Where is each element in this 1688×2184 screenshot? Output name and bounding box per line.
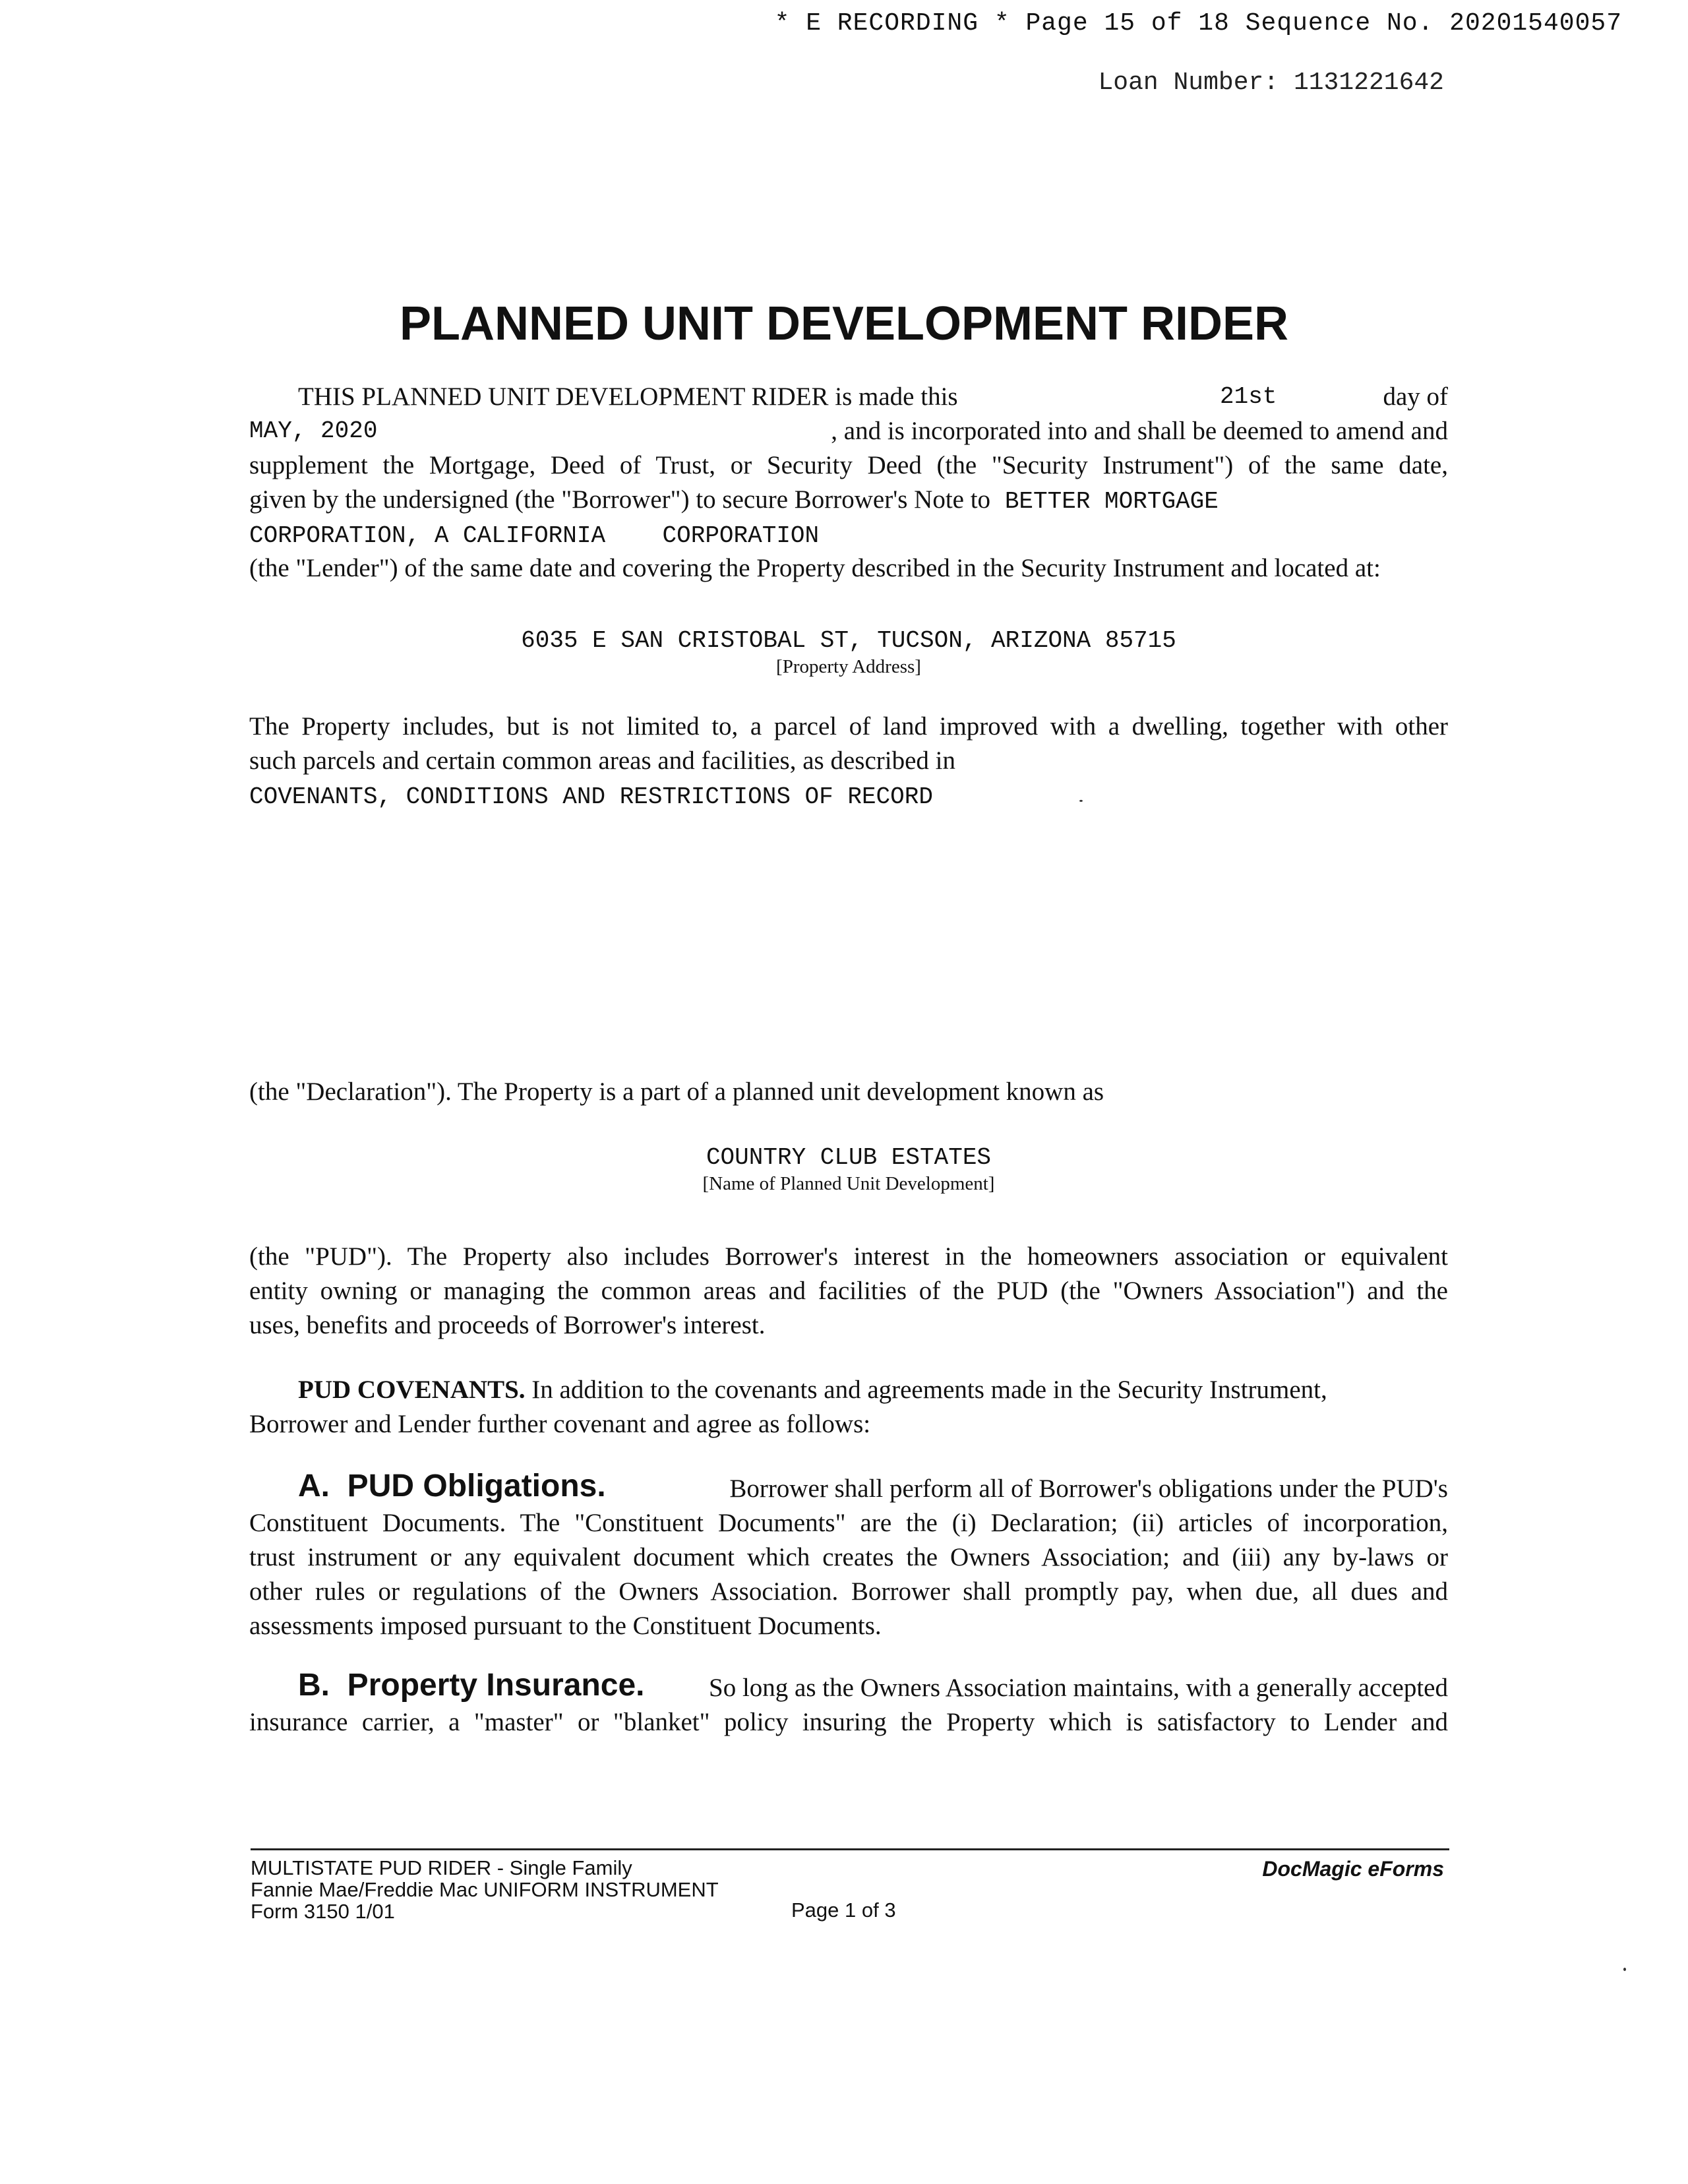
intro-line-1 <box>249 380 1448 414</box>
intro-text-2: , and is incorporated into and shall be deemed to amend and <box>831 417 1448 445</box>
includes-line-1: The Property includes, but is not limited to, a parcel of land improved with a dwelling, together with other <box>249 712 1448 741</box>
declaration-paragraph <box>249 1075 1448 1109</box>
covenants-paragraph <box>249 1373 1448 1441</box>
intro-line-4 <box>249 483 1448 517</box>
loan-number-label: Loan Number: <box>1098 69 1279 97</box>
footer-form-line-2: Fannie Mae/Freddie Mac UNIFORM INSTRUMENT <box>251 1878 719 1901</box>
lender-name-1: BETTER MORTGAGE <box>1004 488 1219 515</box>
section-b <box>249 1668 1448 1740</box>
section-a-heading: A. PUD Obligations. <box>298 1469 606 1503</box>
section-a-line-2: Constituent Documents. The "Constituent Documents" are the (i) Declaration; (ii) articles of incorporation, <box>249 1509 1448 1537</box>
intro-text-4: given by the undersigned (the "Borrower") to secure Borrower's Note to <box>249 485 991 514</box>
section-a-text-1: Borrower shall perform all of Borrower's obligations under the PUD's <box>729 1474 1448 1503</box>
section-a-line-4: other rules or regulations of the Owners Association. Borrower shall promptly pay, when due, all dues and <box>249 1577 1448 1606</box>
intro-paragraph <box>249 380 1448 586</box>
section-a-line-1 <box>249 1469 1448 1506</box>
docmagic-brand: DocMagic <box>1262 1857 1362 1881</box>
document-title: PLANNED UNIT DEVELOPMENT RIDER <box>399 297 1289 350</box>
pud-name: COUNTRY CLUB ESTATES <box>706 1144 992 1171</box>
loan-number-line <box>1098 69 1444 97</box>
section-b-text-1: So long as the Owners Association maintains, with a generally accepted <box>709 1674 1448 1702</box>
covenants-line-1 <box>249 1373 1448 1407</box>
section-a <box>249 1469 1448 1643</box>
includes-line-2: such parcels and certain common areas and facilities, as described in <box>249 746 955 775</box>
declaration-line: (the "Declaration"). The Property is a part of a planned unit development known as <box>249 1077 1104 1106</box>
lender-name-2: CORPORATION, A CALIFORNIA CORPORATION <box>249 522 820 549</box>
pud-line-1: (the "PUD"). The Property also includes Borrower's interest in the homeowners association or equivalent <box>249 1242 1448 1271</box>
property-address: 6035 E SAN CRISTOBAL ST, TUCSON, ARIZONA 85715 <box>521 627 1176 654</box>
intro-day-of: day of <box>1383 382 1448 411</box>
covenants-text-1: In addition to the covenants and agreements made in the Security Instrument, <box>531 1376 1327 1404</box>
section-b-line-2: insurance carrier, a "master" or "blanket" policy insuring the Property which is satisfactory to Lender and <box>249 1708 1448 1736</box>
footer-divider <box>251 1848 1449 1850</box>
rider-month-year: MAY, 2020 <box>249 417 378 444</box>
eforms-mark: eForms <box>1368 1857 1444 1881</box>
footer-page-number: Page 1 of 3 <box>791 1898 896 1922</box>
pud-name-block <box>249 1143 1448 1195</box>
scan-speck <box>1079 800 1083 802</box>
intro-text-1: THIS PLANNED UNIT DEVELOPMENT RIDER is made this <box>298 382 958 411</box>
footer-form-line-3: Form 3150 1/01 <box>251 1900 395 1923</box>
scan-speck <box>1623 1968 1626 1971</box>
property-address-caption: [Property Address] <box>776 656 921 677</box>
pud-paragraph <box>249 1240 1448 1343</box>
loan-number-value: 1131221642 <box>1293 69 1444 97</box>
intro-line-5 <box>249 517 1448 551</box>
intro-line-6: (the "Lender") of the same date and covering the Property described in the Security Instrument and located at: <box>249 554 1381 582</box>
section-b-line-1 <box>249 1668 1448 1705</box>
pud-line-3: uses, benefits and proceeds of Borrower's interest. <box>249 1311 766 1339</box>
footer-form-line-1: MULTISTATE PUD RIDER - Single Family <box>251 1856 632 1879</box>
pud-line-2: entity owning or managing the common areas and facilities of the PUD (the "Owners Association") and the <box>249 1277 1448 1305</box>
docmagic-logo <box>1262 1857 1444 1881</box>
includes-line-3 <box>249 778 1448 812</box>
recording-header: * E RECORDING * Page 15 of 18 Sequence No. 20201540057 <box>774 9 1622 38</box>
intro-line-3: supplement the Mortgage, Deed of Trust, or Security Deed (the "Security Instrument") of the same date, <box>249 451 1448 479</box>
rider-day: 21st <box>1220 383 1277 410</box>
property-address-block <box>249 626 1448 678</box>
covenants-line-2: Borrower and Lender further covenant and agree as follows: <box>249 1410 871 1438</box>
intro-line-2 <box>249 414 1448 448</box>
section-b-heading: B. Property Insurance. <box>298 1668 645 1703</box>
declaration-description: COVENANTS, CONDITIONS AND RESTRICTIONS OF RECORD <box>249 783 933 810</box>
section-a-line-3: trust instrument or any equivalent document which creates the Owners Association; and (iii) any by-laws or <box>249 1543 1448 1571</box>
section-a-line-5: assessments imposed pursuant to the Constituent Documents. <box>249 1612 882 1640</box>
includes-paragraph <box>249 710 1448 812</box>
covenants-label: PUD COVENANTS. <box>298 1376 526 1404</box>
pud-name-caption: [Name of Planned Unit Development] <box>702 1173 995 1194</box>
